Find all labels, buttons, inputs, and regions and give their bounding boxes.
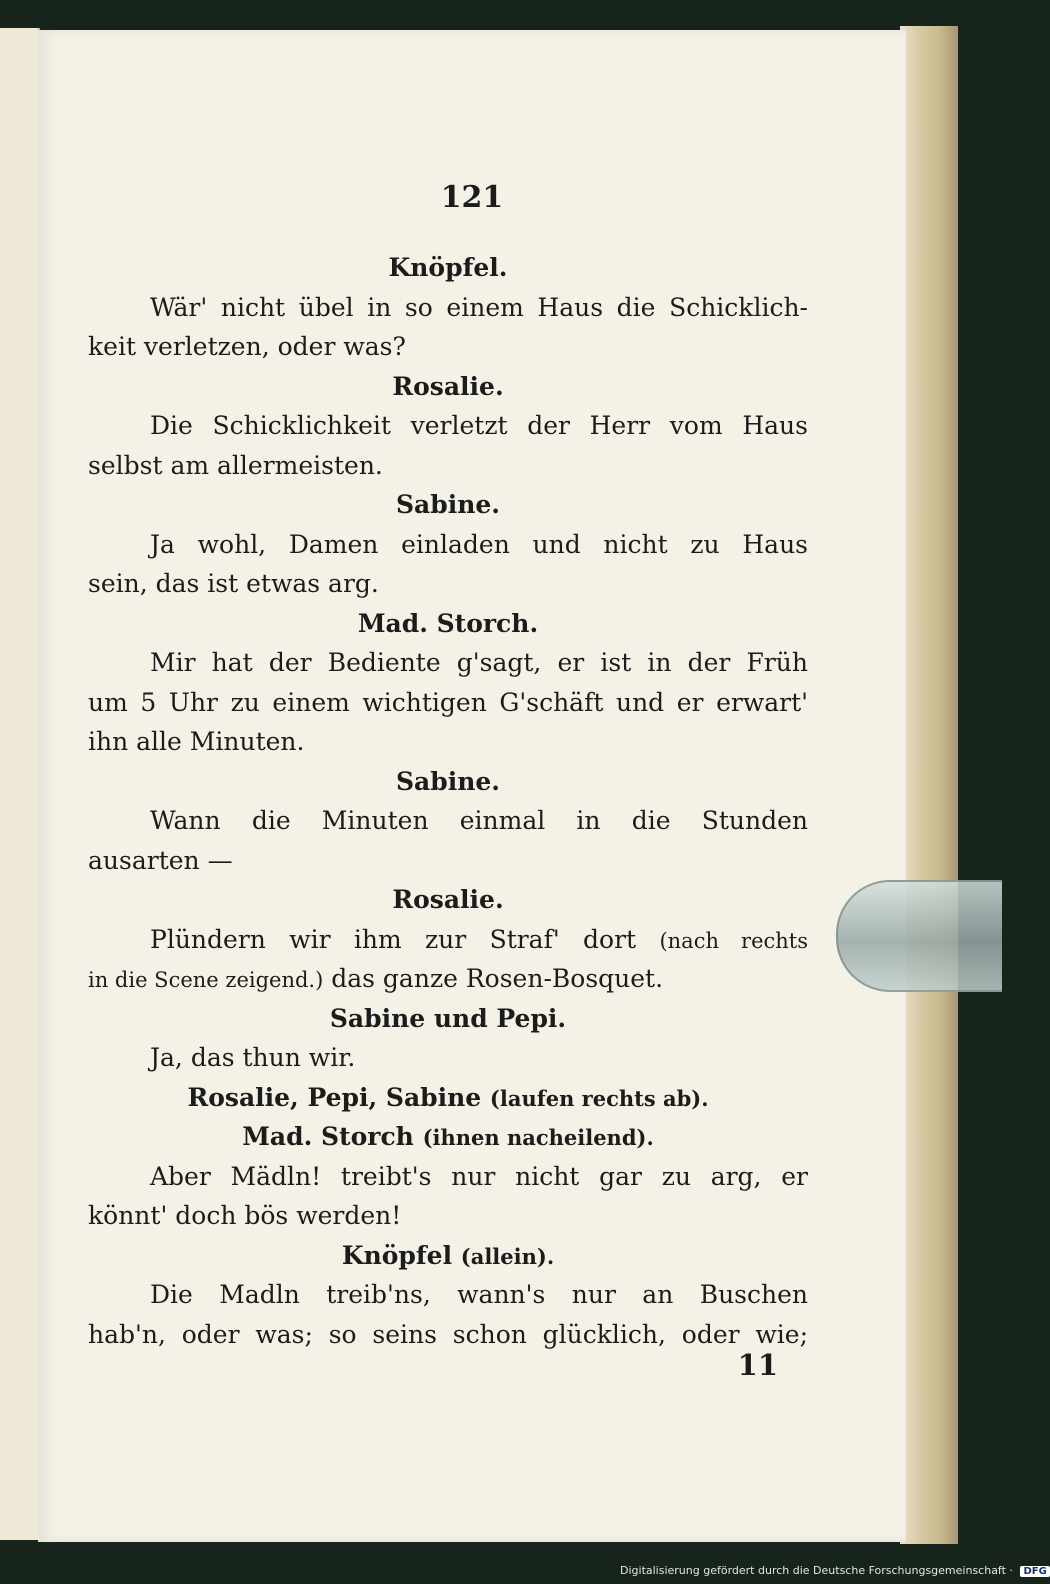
- text-line: [88, 1196, 808, 1236]
- line-content: [88, 569, 379, 598]
- footer-credit-text: Digitalisierung gefördert durch die Deutsche Forschungsgemeinschaft: [620, 1564, 1006, 1577]
- dfg-logo-icon: DFG: [1020, 1566, 1049, 1577]
- line-content: [150, 288, 808, 328]
- line-text: Aber Mädln! treibt's nur nicht gar zu arg, er: [150, 1161, 808, 1191]
- line-content: [150, 643, 808, 683]
- speaker-label: Mad. Storch.: [357, 608, 539, 638]
- line-text: Die Schicklichkeit verletzt der Herr vom Haus: [150, 411, 808, 440]
- speaker-label: Rosalie, Pepi, Sabine: [187, 1082, 482, 1112]
- text-line: [88, 959, 808, 999]
- text-line: [88, 722, 808, 762]
- line-content: [88, 727, 304, 756]
- line-text: hab'n, oder was; so seins schon glücklich, oder wie;: [88, 1319, 808, 1349]
- page-text: [88, 248, 808, 1354]
- text-line: [88, 446, 808, 486]
- line-text: ausarten —: [88, 845, 233, 875]
- text-line: [88, 1275, 808, 1315]
- line-content: [396, 490, 500, 519]
- line-content: [389, 253, 508, 282]
- speaker-name: [88, 248, 808, 288]
- line-text: selbst am allermeisten.: [88, 450, 383, 480]
- speaker-label: Sabine.: [395, 766, 501, 796]
- text-line: [88, 564, 808, 604]
- line-content: [242, 1122, 654, 1151]
- speaker-name: [88, 880, 808, 920]
- stage-direction: in die Scene zeigend.): [88, 968, 324, 992]
- line-content: [150, 1043, 355, 1072]
- page-clip-overlay: [836, 880, 1002, 992]
- text-line: [88, 1038, 808, 1078]
- line-text: sein, das ist etwas arg.: [88, 569, 379, 598]
- line-content: [88, 451, 383, 480]
- line-content: [396, 767, 500, 796]
- line-text: Wär' nicht übel in so einem Haus die Schicklich-: [150, 292, 808, 322]
- previous-page-edge: [0, 28, 40, 1540]
- page-stack-edge: [900, 26, 958, 1544]
- speaker-label: Mad. Storch: [242, 1122, 414, 1151]
- speaker-label: Sabine.: [395, 490, 501, 519]
- speaker-name: [88, 762, 808, 802]
- line-content: [342, 1241, 554, 1270]
- line-content: [150, 1157, 808, 1197]
- speaker-name: [88, 485, 808, 525]
- book-page: [38, 30, 906, 1542]
- line-content: [358, 609, 538, 638]
- footer-credit: Digitalisierung gefördert durch die Deutsche Forschungsgemeinschaft · DFG: [620, 1564, 1050, 1577]
- line-text: das ganze Rosen-Bosquet.: [323, 964, 664, 993]
- page-number: 121: [440, 180, 504, 215]
- text-line: [88, 1157, 808, 1197]
- line-text: Wann die Minuten einmal in die Stunden: [150, 806, 808, 835]
- text-line: [88, 288, 808, 328]
- text-line: [88, 801, 808, 841]
- line-content: [88, 846, 233, 875]
- line-content: [150, 801, 808, 841]
- text-line: [88, 327, 808, 367]
- line-text: Plündern wir ihm zur Straf' dort: [150, 924, 637, 954]
- line-content: [88, 332, 406, 361]
- stage-direction: (ihnen nacheilend).: [422, 1125, 654, 1150]
- line-content: [88, 964, 663, 993]
- line-content: [392, 372, 503, 401]
- speaker-name: [88, 367, 808, 407]
- line-text: keit verletzen, oder was?: [88, 332, 406, 361]
- text-line: [88, 841, 808, 881]
- speaker-name: [88, 1078, 808, 1118]
- stage-direction: (nach rechts: [659, 928, 809, 953]
- speaker-label: Sabine und Pepi.: [329, 1003, 567, 1033]
- speaker-name: [88, 1117, 808, 1157]
- line-text: Mir hat der Bediente g'sagt, er ist in der Früh: [150, 648, 808, 677]
- speaker-label: Knöpfel: [341, 1240, 453, 1270]
- line-content: [88, 1201, 401, 1230]
- line-content: [187, 1083, 708, 1112]
- stage-direction: (allein).: [460, 1243, 555, 1269]
- line-text: um 5 Uhr zu einem wichtigen G'schäft und er erwart': [88, 687, 808, 717]
- line-content: [392, 885, 503, 914]
- speaker-label: Rosalie.: [392, 371, 504, 401]
- text-line: [88, 406, 808, 446]
- text-line: [88, 920, 808, 960]
- line-content: [330, 1004, 566, 1033]
- text-line: [88, 683, 808, 723]
- speaker-name: [88, 604, 808, 644]
- speaker-name: [88, 999, 808, 1039]
- gathering-signature: 11: [737, 1348, 778, 1382]
- line-content: [150, 1275, 808, 1315]
- line-content: [150, 920, 808, 962]
- speaker-label: Rosalie.: [392, 885, 504, 914]
- text-line: [88, 643, 808, 683]
- line-text: ihn alle Minuten.: [88, 727, 305, 756]
- line-text: Ja wohl, Damen einladen und nicht zu Haus: [150, 529, 808, 559]
- line-content: [150, 406, 808, 446]
- speaker-name: [88, 1236, 808, 1276]
- line-text: Die Madln treib'ns, wann's nur an Buschen: [150, 1280, 808, 1309]
- stage-direction: (laufen rechts ab).: [489, 1085, 709, 1111]
- line-content: [88, 683, 808, 723]
- line-text: Ja, das thun wir.: [150, 1043, 356, 1072]
- line-content: [150, 525, 808, 565]
- line-text: könnt' doch bös werden!: [88, 1201, 402, 1230]
- speaker-label: Knöpfel.: [388, 253, 508, 282]
- text-line: [88, 525, 808, 565]
